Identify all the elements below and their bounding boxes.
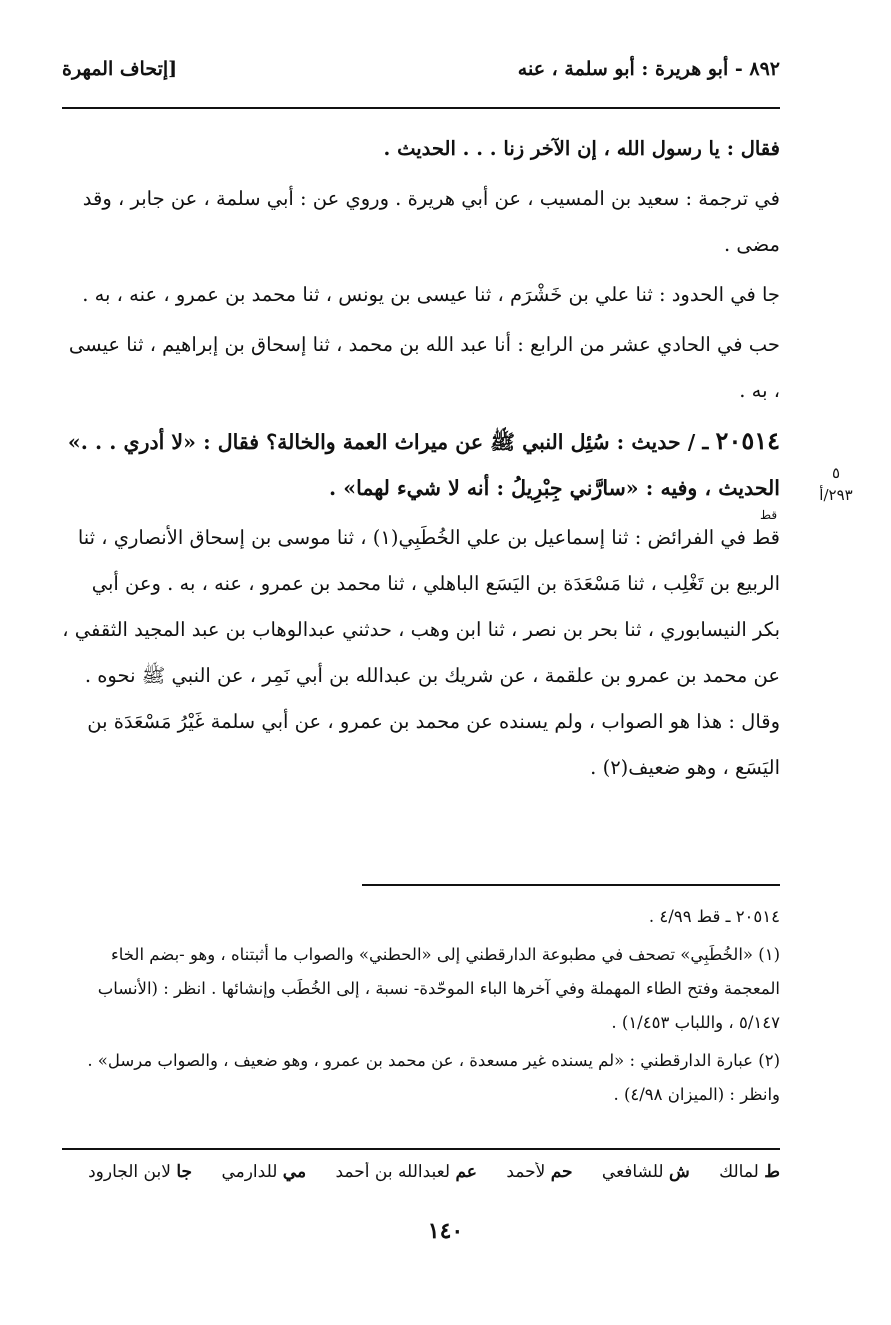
margin-line-2: ٢٩٣/أ (819, 486, 853, 504)
footnotes (62, 900, 780, 1116)
page-number: ١٤٠ (427, 1218, 464, 1244)
footnote-2: (٢) عبارة الدارقطني : «لم يسنده غير مسعدة ، عن محمد بن عمرو ، وهو ضعيف ، والصواب مرسل» . وانظر : (الميزان ٤/٩٨) . (87, 1051, 780, 1104)
paragraph-5: قط في الفرائض : ثنا إسماعيل بن علي الخُطَبِي(١) ، ثنا موسى بن إسحاق الأنصاري ، ثنا الربيع بن تَغْلِب ، ثنا مَسْعَدَة بن اليَسَع الباهلي ، ثنا محمد بن عمرو ، عنه ، به . وعن أبي بكر النيسابوري ، ثنا بحر بن نصر ، ثنا ابن وهب ، حدثني عبدالوهاب بن عبد المجيد الثقفي ، عن محمد بن عمرو بن علقمة ، عن شريك بن عبدالله بن أبي نَمِر ، عن النبي ﷺ نحوه . وقال : هذا هو الصواب ، ولم يسنده عن محمد بن عمرو ، عن أبي سلمة غَيْرُ مَسْعَدَة بن اليَسَع ، وهو ضعيف(٢) . (62, 526, 780, 779)
margin-note (806, 462, 866, 506)
abbr-item: جا لابن الجارود (88, 1162, 193, 1182)
margin-line-1: ٥ (831, 464, 841, 482)
hadith-entry (62, 418, 780, 511)
paragraph-2: في ترجمة : سعيد بن المسيب ، عن أبي هريرة . وروي عن : أبي سلمة ، عن جابر ، وقد مضى . (82, 187, 780, 256)
abbreviations-rule (62, 1148, 780, 1150)
book-title: [إتحاف المهرة (62, 58, 178, 80)
paragraph-1: فقال : يا رسول الله ، إن الآخر زنا . . . الحديث . (383, 137, 780, 160)
entry-number: ٢٠٥١٤ (715, 426, 780, 455)
paragraph-4: حب في الحادي عشر من الرابع : أنا عبد الله بن محمد ، ثنا إسحاق بن إبراهيم ، ثنا عيسى ، به . (68, 333, 780, 402)
abbr-item: عم لعبدالله بن أحمد (335, 1162, 477, 1182)
abbr-item: ش للشافعي (601, 1162, 690, 1182)
entry-side-label: قط (760, 508, 778, 522)
main-text (62, 126, 780, 795)
paragraph-3: جا في الحدود : ثنا علي بن خَشْرَم ، ثنا عيسى بن يونس ، ثنا محمد بن عمرو ، عنه ، به . (82, 283, 780, 306)
footnote-ref: ٢٠٥١٤ ـ قط ٤/٩٩ . (648, 907, 780, 926)
abbr-item: مي للدارمي (221, 1162, 307, 1182)
header-rule (62, 107, 780, 109)
page-header (62, 58, 780, 92)
running-title: ٨٩٢ - أبو هريرة : أبو سلمة ، عنه (517, 58, 780, 80)
footnote-rule (362, 884, 780, 886)
abbreviation-key (62, 1162, 780, 1182)
entry-text: ـ / حديث : سُئِل النبي ﷺ عن ميراث العمة والخالة؟ فقال : «لا أدري . . .» الحديث ، وفيه : «سارَّني جِبْرِيلُ : أنه لا شيء لهما» . (67, 430, 780, 500)
abbr-item: ط لمالك (719, 1162, 780, 1182)
footnote-1: (١) «الخُطَبِي» تصحف في مطبوعة الدارقطني إلى «الحطني» والصواب ما أثبتناه ، وهو -بضم الخاء المعجمة وفتح الطاء المهملة وفي آخرها الباء الموحّدة- نسبة ، إلى الخُطَب وإنشائها . انظر : (الأنساب ٥/١٤٧ ، واللباب ١/٤٥٣) . (97, 945, 780, 1032)
abbr-item: حم لأحمد (506, 1162, 573, 1182)
